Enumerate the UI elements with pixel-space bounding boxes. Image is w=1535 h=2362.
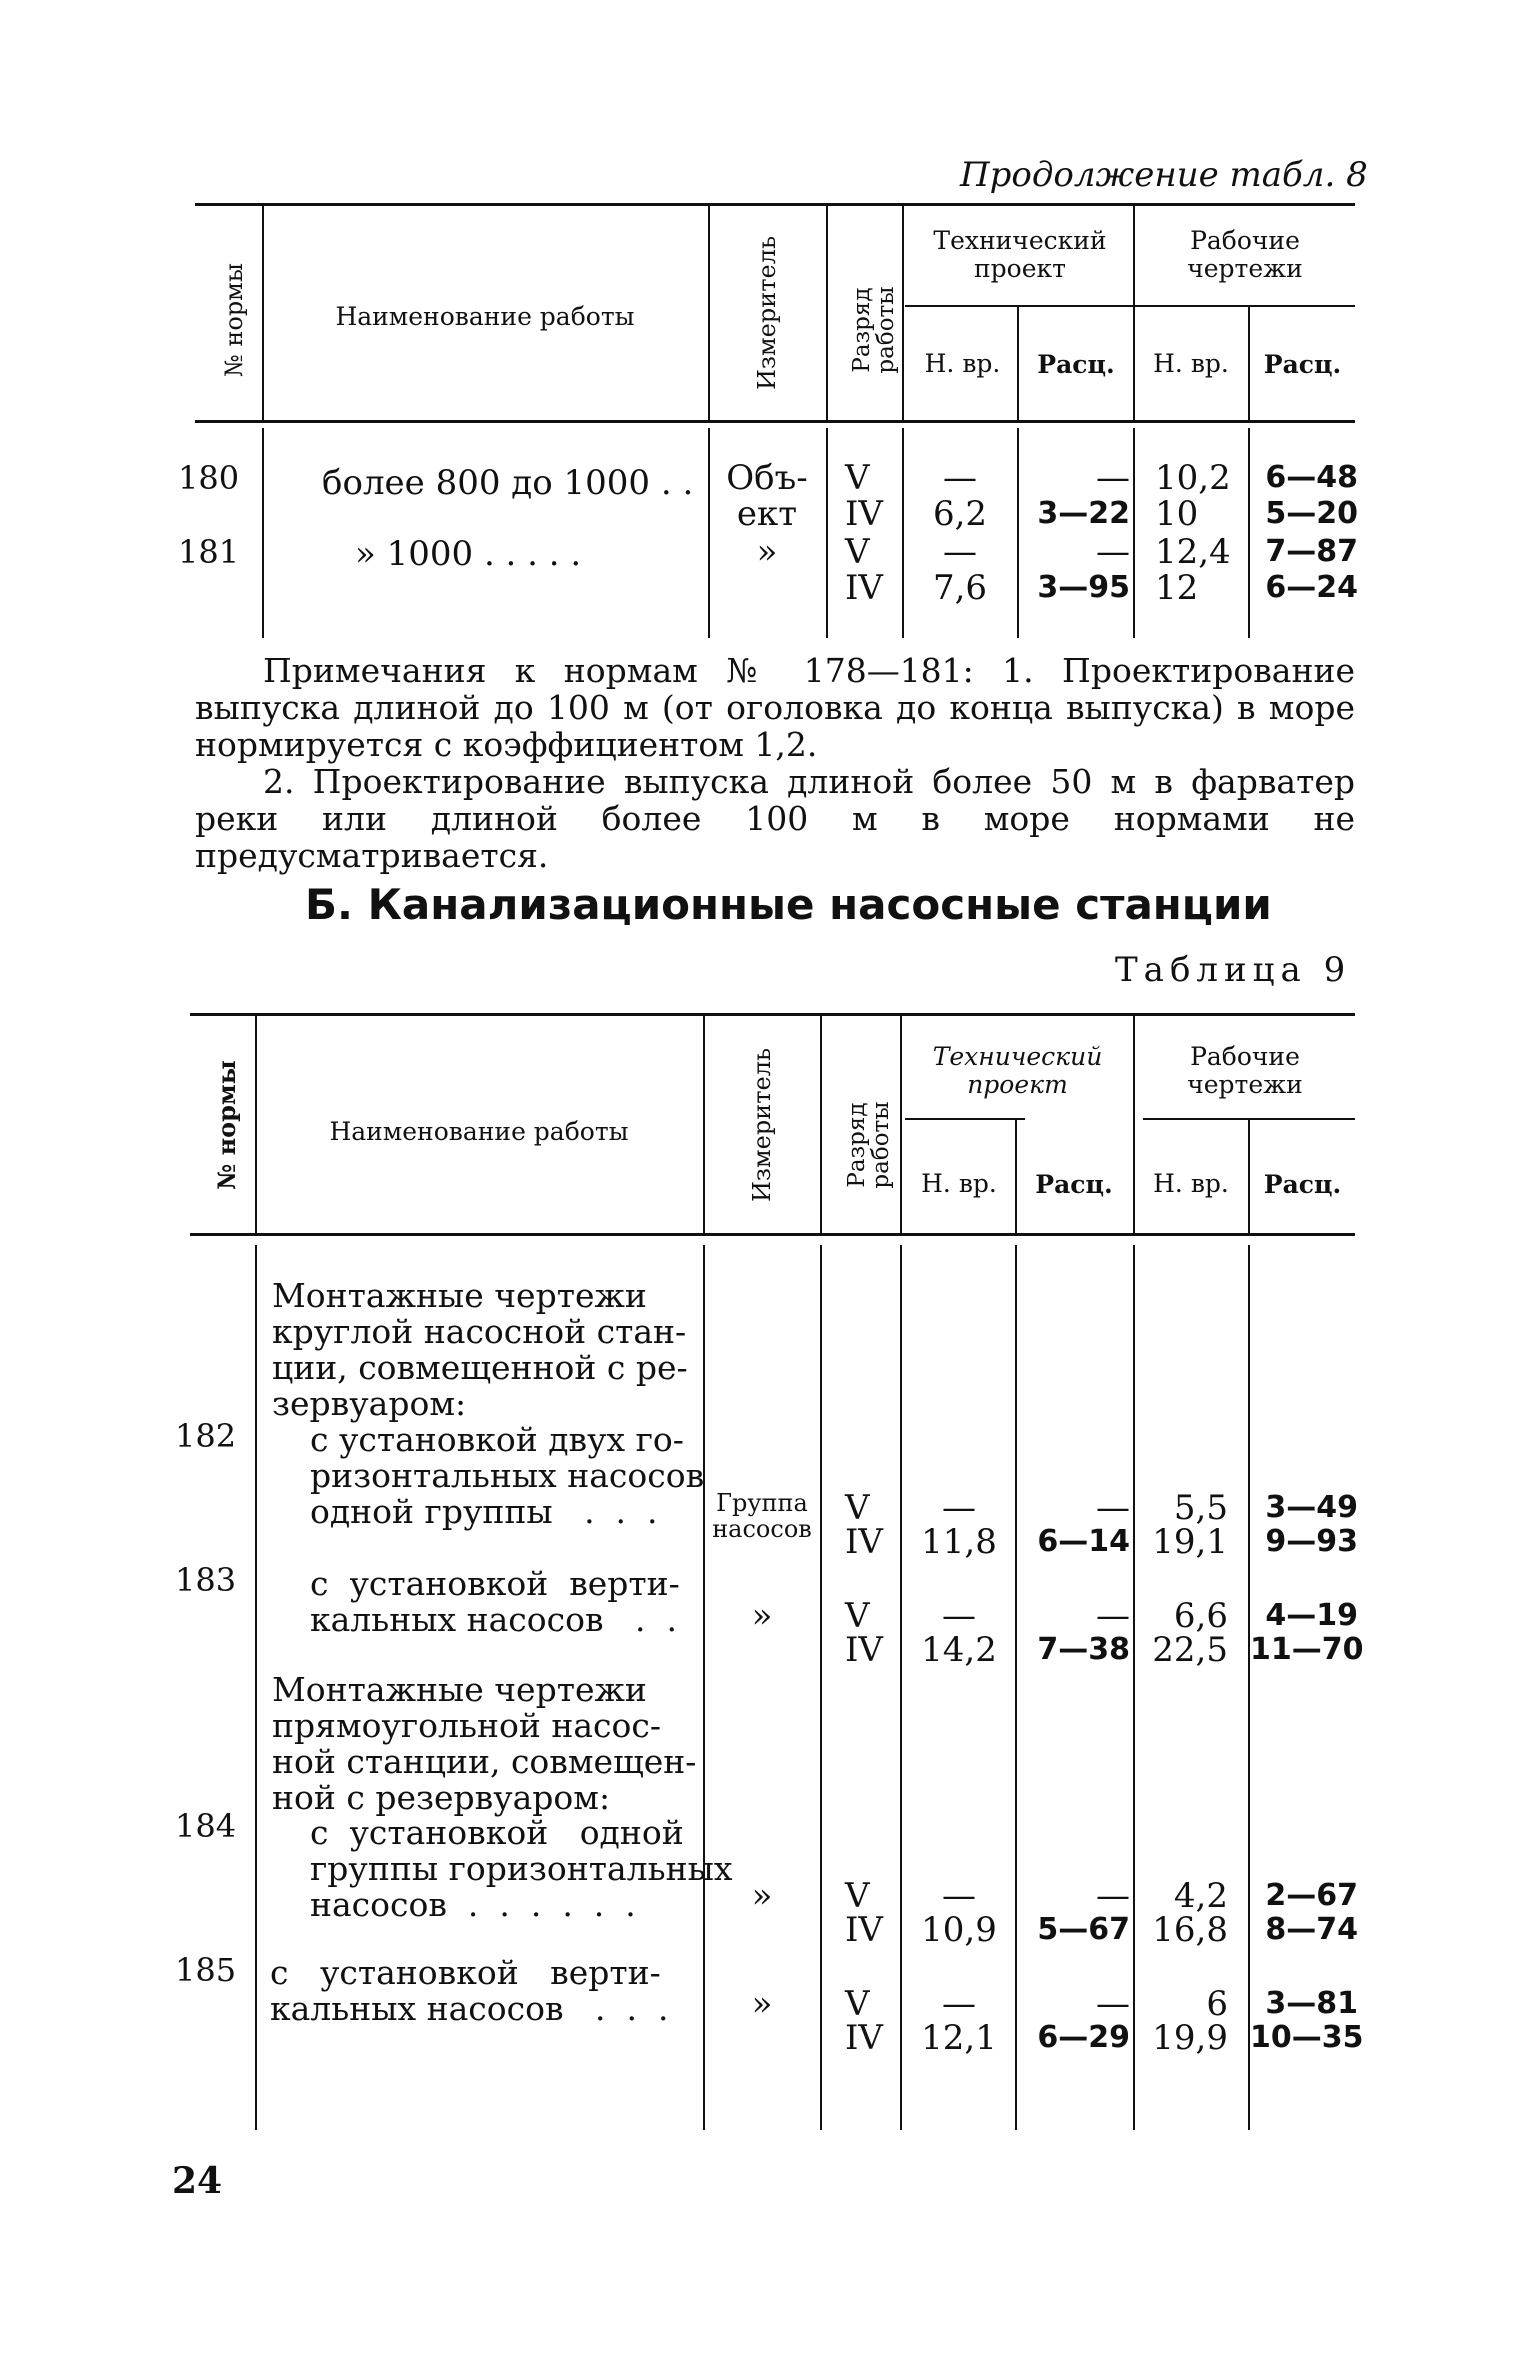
- header-tp-time: Н. вр.: [924, 349, 1001, 378]
- header-tp-time: Н. вр.: [921, 1169, 997, 1198]
- norm-no-181: 181: [178, 533, 240, 571]
- table-top-rule: [195, 203, 1355, 206]
- continuation-caption: Продолжение табл. 8: [960, 155, 1368, 195]
- work-name-184: с установкой одной группы горизонтальных насосов . . . . . .: [310, 1813, 733, 1924]
- header-work-name: Наименование работы: [329, 1117, 629, 1146]
- group-2-title: Монтажные чертежи прямоугольной насос- ной станции, совмещен- ной с резервуаром:: [272, 1670, 697, 1817]
- header-working-drawings: Рабочие чертежи: [1187, 226, 1303, 283]
- norm-no-180: 180: [178, 459, 240, 497]
- norm-no-184: 184: [175, 1807, 237, 1845]
- note-1: Примечания к нормам № 178—181: 1. Проектирование выпуска длиной до 100 м (от оголовка до конца выпуска) в море нормируется с коэффициентом 1,2.: [195, 651, 1355, 764]
- header-norm-no: № нормы: [220, 263, 248, 377]
- table-top-rule: [190, 1013, 1355, 1016]
- header-work-name: Наименование работы: [335, 302, 635, 331]
- header-bottom-rule: [190, 1233, 1355, 1236]
- work-name-180: более 800 до 1000 . .: [322, 463, 694, 503]
- header-bottom-rule: [195, 420, 1355, 423]
- header-wd-rate: Расц.: [1263, 1170, 1342, 1199]
- work-name-182: с установкой двух го- ризонтальных насосов одной группы . . .: [310, 1420, 705, 1531]
- header-norm-no: № нормы: [212, 1060, 241, 1190]
- header-grade: Разряд работы: [844, 1101, 894, 1189]
- header-wd-time: Н. вр.: [1153, 1169, 1229, 1198]
- header-tech-project: Технический проект: [932, 1042, 1103, 1099]
- work-name-183: с установкой верти- кальных насосов . .: [310, 1564, 680, 1639]
- page-number: 24: [172, 2160, 223, 2202]
- work-name-181: » 1000 . . . . .: [355, 534, 582, 574]
- norm-no-185: 185: [175, 1951, 237, 1989]
- norm-no-183: 183: [175, 1561, 237, 1599]
- header-unit: Измеритель: [748, 1047, 776, 1203]
- header-tp-rate: Расц.: [1035, 1170, 1113, 1199]
- header-tp-rate: Расц.: [1037, 350, 1115, 379]
- header-working-drawings: Рабочие чертежи: [1187, 1042, 1303, 1099]
- header-wd-rate: Расц.: [1263, 350, 1342, 379]
- header-unit: Измеритель: [753, 235, 781, 391]
- header-grade: Разряд работы: [849, 286, 899, 374]
- section-title: Б. Канализационные насосные станции: [305, 880, 1272, 929]
- work-name-185: с установкой верти- кальных насосов . . .: [270, 1953, 669, 2028]
- header-tech-project: Технический проект: [933, 226, 1107, 283]
- group-1-title: Монтажные чертежи круглой насосной стан- ции, совмещенной с ре- зервуаром:: [272, 1276, 688, 1423]
- subheader-rule: [905, 305, 1355, 307]
- note-2: 2. Проектирование выпуска длиной более 50 м в фарватер реки или длиной более 100 м в море нормами не предусматривается.: [195, 762, 1355, 875]
- norm-no-182: 182: [175, 1417, 237, 1455]
- table-9-caption: Таблица 9: [1115, 950, 1352, 990]
- header-wd-time: Н. вр.: [1153, 349, 1229, 378]
